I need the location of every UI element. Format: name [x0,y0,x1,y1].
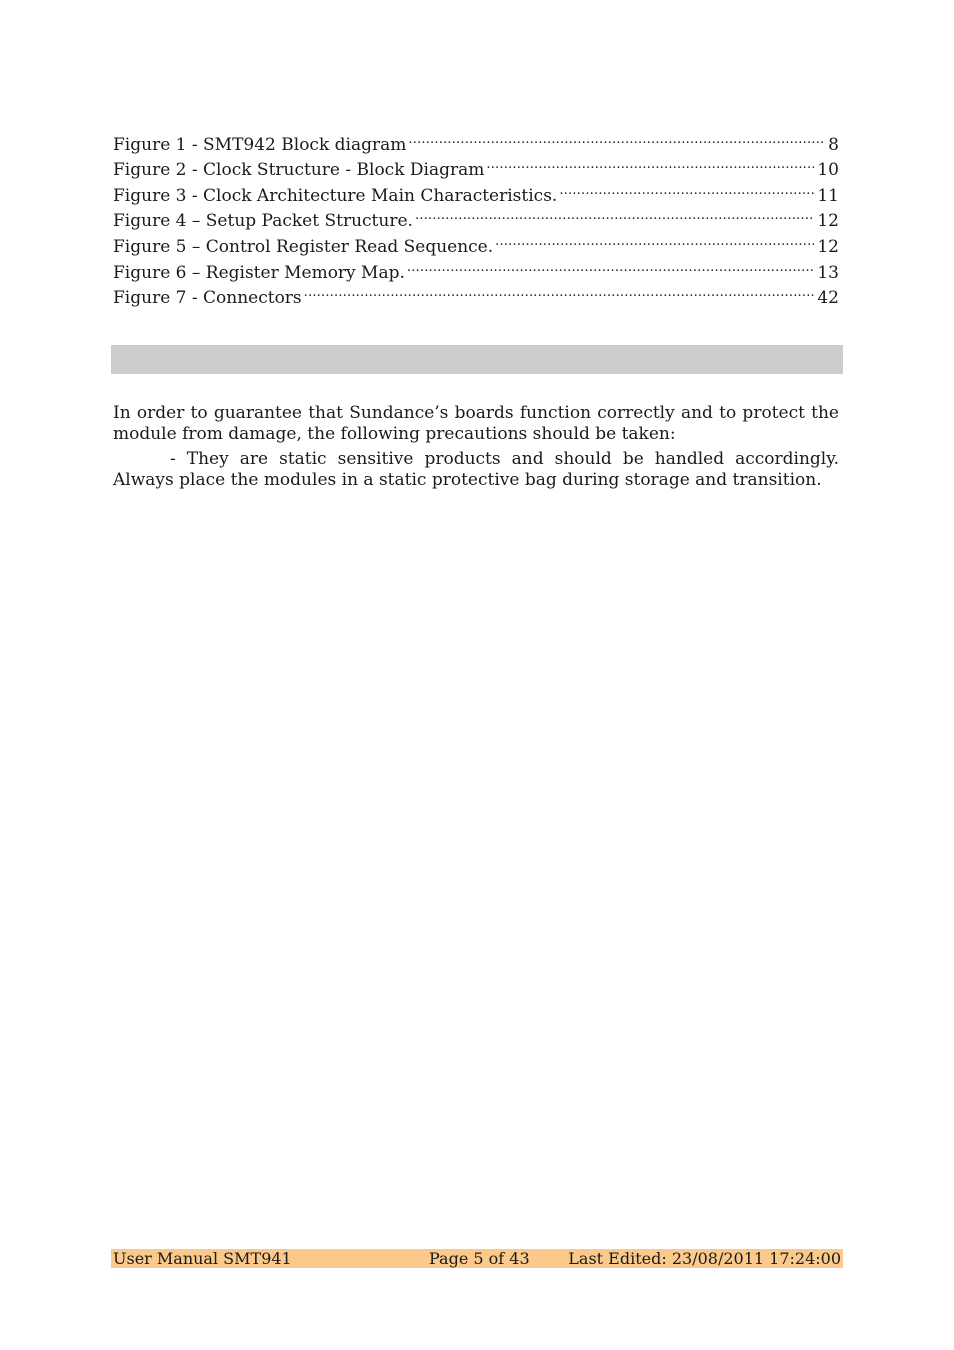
tof-entry-label: Figure 1 - SMT942 Block diagram [113,134,407,155]
tof-entry-page: 11 [817,185,839,206]
tof-dot-leader [304,278,815,304]
footer-page-number: Page 5 of 43 [429,1249,530,1268]
tof-entry-label: Figure 4 – Setup Packet Structure. [113,211,413,232]
footer-document-title: User Manual SMT941 [113,1249,292,1268]
tof-dot-leader [408,124,825,150]
tof-entry-page: 13 [817,262,839,283]
tof-entry-label: Figure 2 - Clock Structure - Block Diagram [113,160,485,181]
tof-entry-label: Figure 5 – Control Register Read Sequence. [113,236,494,257]
tof-entry[interactable] [113,124,839,155]
tof-dot-leader [559,175,814,201]
footer-last-edited: Last Edited: 23/08/2011 17:24:00 [568,1249,841,1268]
tof-entry-label: Figure 6 – Register Memory Map. [113,262,405,283]
tof-dot-leader [486,150,814,176]
intro-paragraph: In order to guarantee that Sundance’s boards function correctly and to protect the module from damage, the following precautions should be taken: [113,403,839,444]
tof-dot-leader [415,201,814,227]
tof-dot-leader [407,252,814,278]
section-header-bar [111,345,843,374]
tof-entry-page: 8 [828,134,839,155]
tof-entry-label: Figure 3 - Clock Architecture Main Characteristics. [113,185,558,206]
tof-entry-page: 12 [817,211,839,232]
page-footer [111,1249,843,1268]
precautions-text [113,403,839,491]
tof-entry-label: Figure 7 - Connectors [113,288,302,309]
tof-entry-page: 42 [817,288,839,309]
table-of-figures [113,124,839,309]
precaution-bullet: - They are static sensitive products and should be handled accordingly. Always place the modules in a static protective bag during storage and transition. [113,449,839,490]
tof-dot-leader [495,226,814,252]
tof-entry-page: 12 [817,236,839,257]
tof-entry-page: 10 [817,160,839,181]
